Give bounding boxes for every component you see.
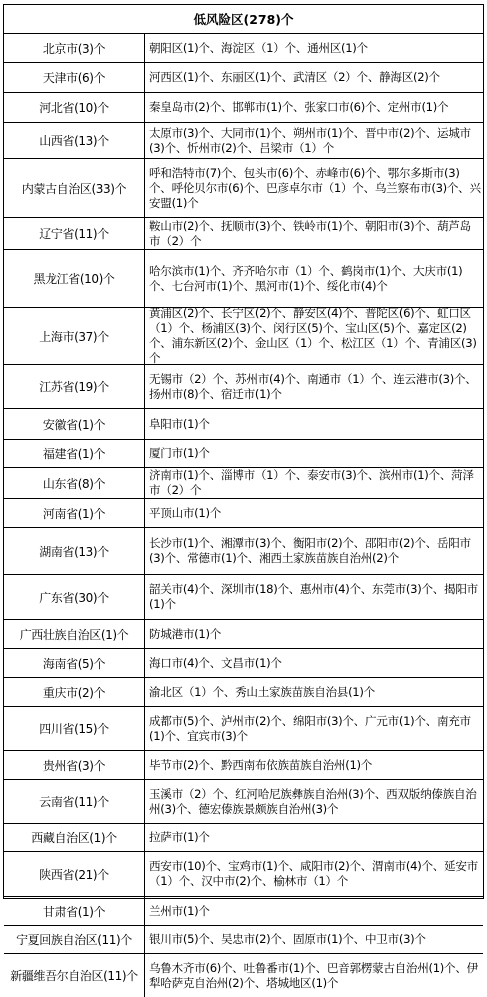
cities-text: 银川市(5)个、吴忠市(2)个、固原市(1)个、中卫市(3)个 xyxy=(149,932,426,946)
cities-text: 哈尔滨市(1)个、齐齐哈尔市（1）个、鹤岗市(1)个、大庆市(1)个、七台河市(1)个、黑河市(1)个、绥化市(4)个 xyxy=(149,263,463,293)
cities-cell xyxy=(145,620,483,648)
table-row xyxy=(4,751,483,780)
cities-text: 河西区(1)个、东丽区(1)个、武清区（2）个、静海区(2)个 xyxy=(149,70,440,84)
table-row xyxy=(4,409,483,440)
cities-cell xyxy=(145,34,483,62)
cities-text: 无锡市（2）个、苏州市(4)个、南通市（1）个、连云港市(3)个、扬州市(8)个、宿迁市(1)个 xyxy=(149,371,477,401)
cities-cell xyxy=(145,409,483,439)
cities-cell xyxy=(145,575,483,619)
cities-text: 拉萨市(1)个 xyxy=(149,830,210,844)
province-cell: 辽宁省(11)个 xyxy=(4,218,145,249)
province-cell: 云南省(11)个 xyxy=(4,780,145,823)
cities-text: 兰州市(1)个 xyxy=(149,903,210,918)
province-cell: 河北省(10)个 xyxy=(4,93,145,122)
cities-cell xyxy=(145,852,483,896)
province-cell: 河南省(1)个 xyxy=(4,499,145,527)
table-row xyxy=(4,159,483,218)
cities-cell xyxy=(145,926,483,953)
table-row xyxy=(4,954,483,997)
cities-text: 韶关市(4)个、深圳市(18)个、惠州市(4)个、东莞市(3)个、揭阳市(1)个 xyxy=(149,582,478,611)
cities-text: 海口市(4)个、文昌市(1)个 xyxy=(149,655,282,670)
cities-cell xyxy=(145,63,483,92)
cities-text: 秦皇岛市(2)个、邯郸市(1)个、张家口市(6)个、定州市(1)个 xyxy=(149,100,449,114)
table-row xyxy=(4,575,483,620)
province-cell: 新疆维吾尔自治区(11)个 xyxy=(4,954,145,997)
table-row xyxy=(4,528,483,575)
cities-cell xyxy=(145,308,483,364)
province-cell: 甘肃省(1)个 xyxy=(4,897,145,925)
cities-text: 济南市(1)个、淄博市（1）个、泰安市(3)个、滨州市(1)个、菏泽市（2）个 xyxy=(149,468,474,497)
table-row xyxy=(4,897,483,926)
table-row xyxy=(4,34,483,63)
cities-cell xyxy=(145,499,483,527)
cities-cell xyxy=(145,780,483,823)
province-cell: 天津市(6)个 xyxy=(4,63,145,92)
cities-text: 黄浦区(2)个、长宁区(2)个、静安区(4)个、普陀区(6)个、虹口区（1）个、杨浦区(3)个、闵行区(5)个、宝山区(5)个、嘉定区(2)个、浦东新区(2)个、金山区（1）个、松江区（1）个、青浦区(3)个 xyxy=(149,306,477,365)
table-row xyxy=(4,678,483,707)
table-title: 低风险区(278)个 xyxy=(4,5,483,34)
table-row xyxy=(4,499,483,528)
cities-cell xyxy=(145,93,483,122)
cities-cell xyxy=(145,954,483,997)
cities-text: 长沙市(1)个、湘潭市(3)个、衡阳市(2)个、邵阳市(2)个、岳阳市(3)个、常德市(1)个、湘西土家族苗族自治州(2)个 xyxy=(149,536,471,565)
cities-text: 毕节市(2)个、黔西南布依族苗族自治州(1)个 xyxy=(149,757,373,772)
province-cell: 贵州省(3)个 xyxy=(4,751,145,779)
table-row xyxy=(4,440,483,468)
table-row xyxy=(4,218,483,250)
cities-cell xyxy=(145,897,483,925)
province-cell: 山西省(13)个 xyxy=(4,123,145,158)
cities-cell xyxy=(145,751,483,779)
table-row xyxy=(4,365,483,409)
table-row xyxy=(4,780,483,824)
province-cell: 西藏自治区(1)个 xyxy=(4,824,145,851)
cities-text: 朝阳区(1)个、海淀区（1）个、通州区(1)个 xyxy=(149,40,368,55)
cities-cell xyxy=(145,440,483,467)
province-cell: 安徽省(1)个 xyxy=(4,409,145,439)
cities-cell xyxy=(145,678,483,706)
province-cell: 重庆市(2)个 xyxy=(4,678,145,706)
province-cell: 广西壮族自治区(1)个 xyxy=(4,620,145,648)
province-cell: 山东省(8)个 xyxy=(4,468,145,498)
province-cell: 陕西省(21)个 xyxy=(4,852,145,896)
province-cell: 湖南省(13)个 xyxy=(4,528,145,574)
table-row xyxy=(4,250,483,308)
risk-area-table xyxy=(3,4,484,990)
cities-text: 成都市(5)个、泸州市(2)个、绵阳市(3)个、广元市(1)个、南充市(1)个、宜宾市(3)个 xyxy=(149,713,471,743)
table-row xyxy=(4,707,483,751)
cities-cell xyxy=(145,250,483,307)
cities-cell xyxy=(145,528,483,574)
table-row xyxy=(4,123,483,159)
cities-text: 厦门市(1)个 xyxy=(149,446,210,460)
cities-text: 渝北区（1）个、秀山土家族苗族自治县(1)个 xyxy=(149,684,375,699)
table-row xyxy=(4,468,483,499)
cities-text: 平顶山市(1)个 xyxy=(149,505,221,520)
table-row xyxy=(4,63,483,93)
cities-text: 阜阳市(1)个 xyxy=(149,416,210,431)
cities-cell xyxy=(145,468,483,498)
cities-text: 乌鲁木齐市(6)个、吐鲁番市(1)个、巴音郭楞蒙古自治州(1)个、伊犁哈萨克自治州(2)个、塔城地区(1)个 xyxy=(149,960,478,990)
table-row xyxy=(4,620,483,649)
province-cell: 上海市(37)个 xyxy=(4,308,145,364)
cities-text: 西安市(10)个、宝鸡市(1)个、咸阳市(2)个、渭南市(4)个、延安市（1）个、汉中市(2)个、榆林市（1）个 xyxy=(149,859,478,888)
table-row xyxy=(4,852,483,897)
cities-cell xyxy=(145,824,483,851)
cities-cell xyxy=(145,218,483,249)
province-cell: 福建省(1)个 xyxy=(4,440,145,467)
cities-text: 鞍山市(2)个、抚顺市(3)个、铁岭市(1)个、朝阳市(3)个、葫芦岛市（2）个 xyxy=(149,218,471,248)
province-cell: 海南省(5)个 xyxy=(4,649,145,677)
cities-cell xyxy=(145,649,483,677)
province-cell: 江苏省(19)个 xyxy=(4,365,145,408)
table-row xyxy=(4,649,483,678)
table-row xyxy=(4,926,483,954)
cities-cell xyxy=(145,365,483,408)
table-row xyxy=(4,93,483,123)
cities-text: 玉溪市（2）个、红河哈尼族彝族自治州(3)个、西双版纳傣族自治州(3)个、德宏傣族景颇族自治州(3)个 xyxy=(149,786,477,816)
province-cell: 广东省(30)个 xyxy=(4,575,145,619)
province-cell: 北京市(3)个 xyxy=(4,34,145,62)
cities-text: 防城港市(1)个 xyxy=(149,626,221,641)
province-cell: 四川省(15)个 xyxy=(4,707,145,750)
cities-cell xyxy=(145,123,483,158)
cities-cell xyxy=(145,707,483,750)
cities-cell xyxy=(145,159,483,217)
table-row xyxy=(4,308,483,365)
province-cell: 黑龙江省(10)个 xyxy=(4,250,145,307)
cities-text: 呼和浩特市(7)个、包头市(6)个、赤峰市(6)个、鄂尔多斯市(3)个、呼伦贝尔市(6)个、巴彦卓尔市（1）个、乌兰察布市(3)个、兴安盟(1)个 xyxy=(149,165,481,210)
table-row xyxy=(4,824,483,852)
cities-text: 太原市(3)个、大同市(1)个、朔州市(1)个、晋中市(2)个、运城市(3)个、忻州市(2)个、吕梁市（1）个 xyxy=(149,125,471,155)
province-cell: 内蒙古自治区(33)个 xyxy=(4,159,145,217)
province-cell: 宁夏回族自治区(11)个 xyxy=(4,926,145,953)
